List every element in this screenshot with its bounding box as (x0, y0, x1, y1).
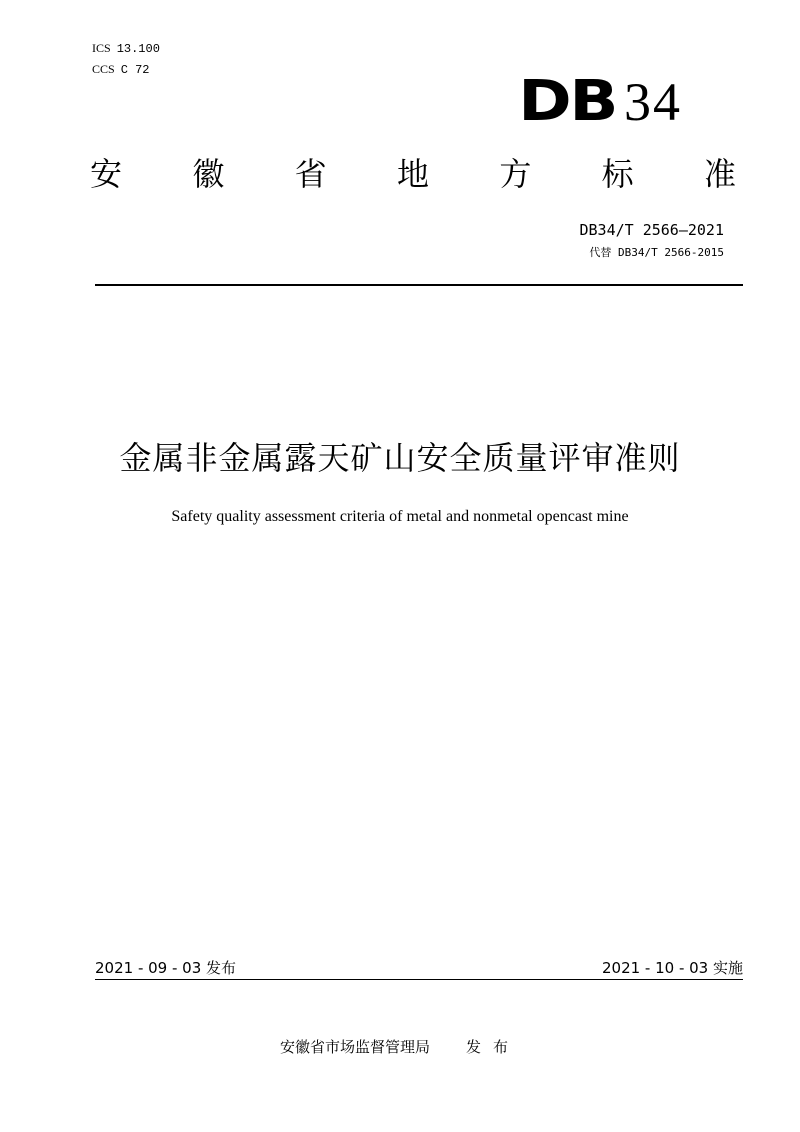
document-title-cn: 金属非金属露天矿山安全质量评审准则 (119, 439, 681, 477)
document-title-en: Safety quality assessment criteria of metal and nonmetal opencast mine (171, 508, 629, 525)
ccs-line (92, 59, 160, 80)
classification-codes (92, 38, 160, 80)
ccs-code: C 72 (120, 63, 150, 77)
heading-char: 标 (601, 155, 634, 193)
heading-char: 安 (90, 155, 123, 193)
db34-logo (518, 69, 682, 134)
ics-label: ICS (92, 41, 111, 55)
heading-char: 方 (499, 155, 532, 193)
ics-code: 13.100 (116, 42, 160, 56)
top-divider (95, 284, 743, 286)
issue-date: 2021 - 09 - 03 发布 (95, 959, 237, 977)
replaced-standard: 代替 DB34/T 2566-2015 (589, 246, 724, 259)
logo-db: DB (518, 69, 616, 134)
standard-number-block (580, 220, 725, 262)
implementation-date: 2021 - 10 - 03 实施 (601, 959, 743, 977)
logo-number: 34 (624, 72, 682, 132)
heading-char: 徽 (192, 155, 225, 193)
heading-char: 省 (294, 155, 327, 193)
publisher-action: 发布 (466, 1038, 521, 1056)
ccs-label: CCS (92, 62, 115, 76)
heading-char: 准 (703, 155, 736, 193)
bottom-divider (95, 979, 743, 980)
ics-line (92, 38, 160, 59)
standard-number: DB34/T 2566—2021 (579, 221, 724, 239)
standard-type-heading (90, 152, 736, 196)
heading-char: 地 (396, 155, 429, 193)
publisher-line (0, 1036, 800, 1058)
publisher-name: 安徽省市场监督管理局 (279, 1038, 430, 1056)
